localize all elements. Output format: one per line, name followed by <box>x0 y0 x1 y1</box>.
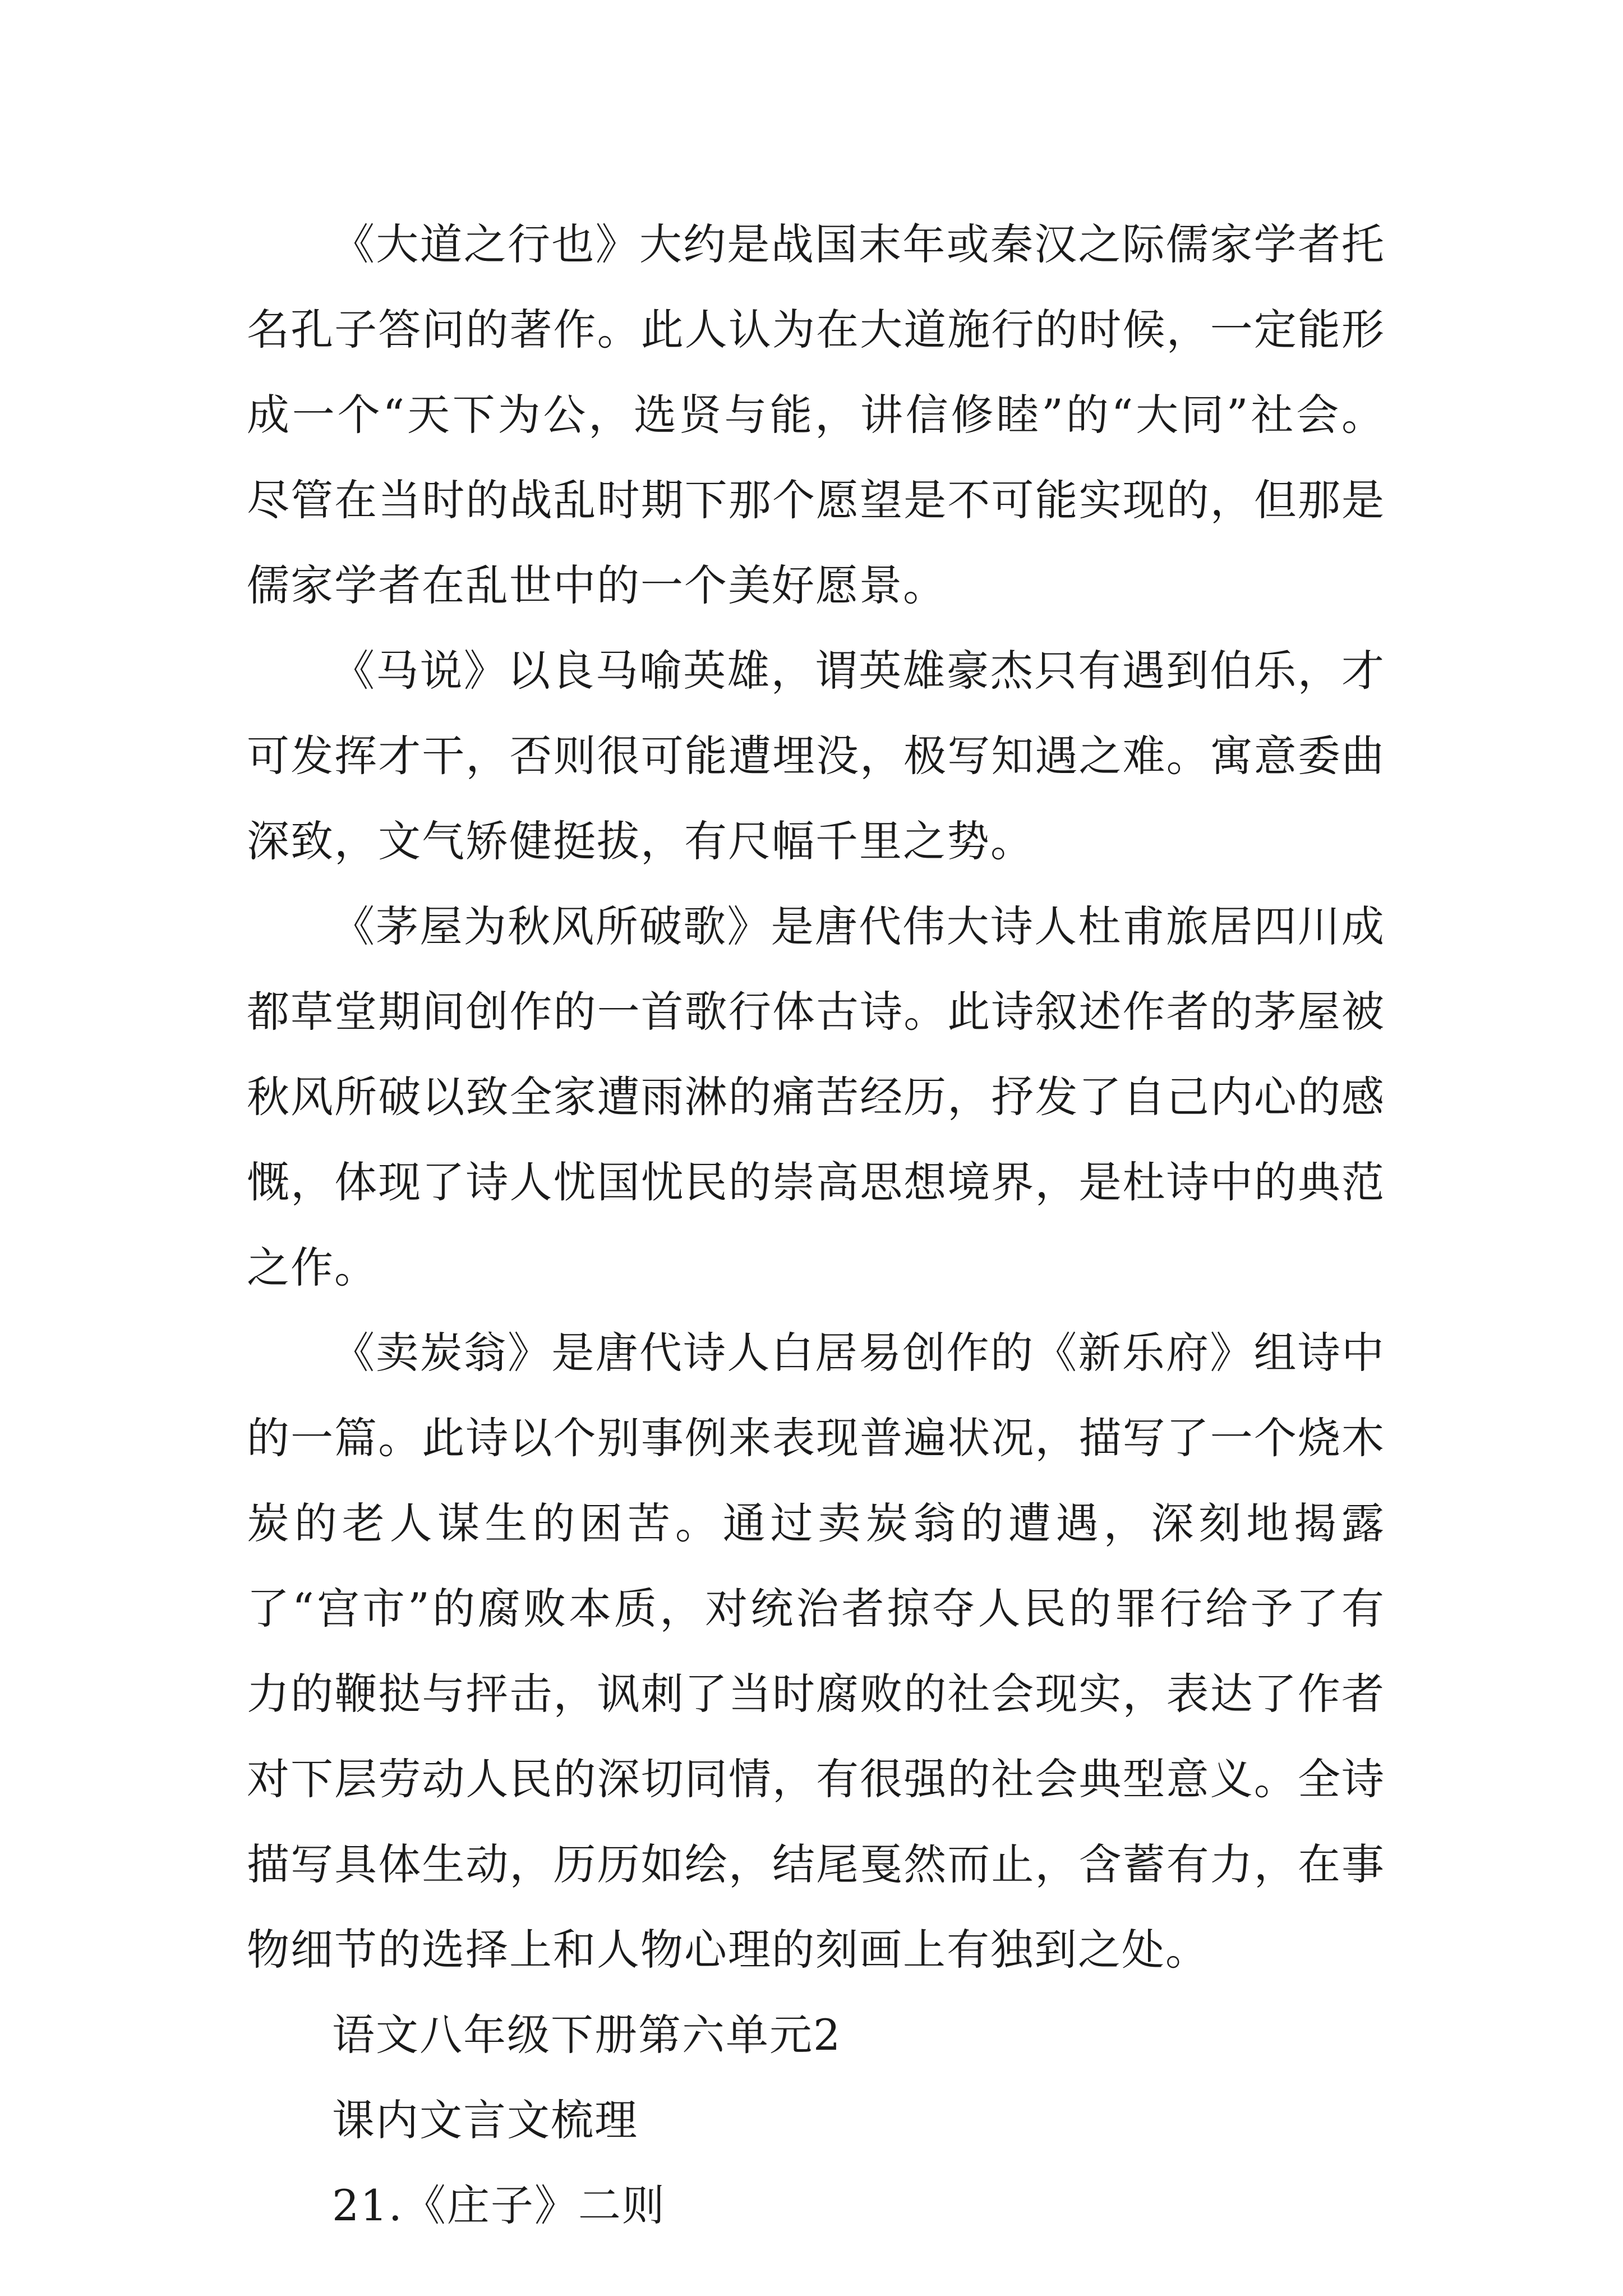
paragraph-ma-shuo: 《马说》以良马喻英雄，谓英雄豪杰只有遇到伯乐，才可发挥才干，否则很可能遭埋没，极写知遇之难。寓意委曲深致，文气矫健挺拔，有尺幅千里之势。 <box>247 646 1385 866</box>
lesson-title: 21.《庄子》二则 <box>332 2180 666 2230</box>
paragraph-da-dao-zhi-xing-ye: 《大道之行也》大约是战国末年或秦汉之际儒家学者托名孔子答问的著作。此人认为在大道施行的时候，一定能形成一个“天下为公，选贤与能，讲信修睦”的“大同”社会。尽管在当时的战乱时期下那个愿望是不可能实现的，但那是儒家学者在乱世中的一个美好愿景。 <box>247 219 1385 610</box>
paragraph-mao-wu-wei-qiu-feng-suo-po-ge: 《茅屋为秋风所破歌》是唐代伟大诗人杜甫旅居四川成都草堂期间创作的一首歌行体古诗。此诗叙述作者的茅屋被秋风所破以致全家遭雨淋的痛苦经历，抒发了自己内心的感慨，体现了诗人忧国忧民的崇高思想境界，是杜诗中的典范之作。 <box>247 901 1385 1292</box>
section-title: 课内文言文梳理 <box>332 2095 638 2145</box>
paragraph-mai-tan-weng: 《卖炭翁》是唐代诗人白居易创作的《新乐府》组诗中的一篇。此诗以个别事例来表现普遍状况，描写了一个烧木炭的老人谋生的困苦。通过卖炭翁的遭遇，深刻地揭露了“宫市”的腐败本质，对统治者掠夺人民的罪行给予了有力的鞭挞与抨击，讽刺了当时腐败的社会现实，表达了作者对下层劳动人民的深切同情，有很强的社会典型意义。全诗描写具体生动，历历如绘，结尾戛然而止，含蓄有力，在事物细节的选择上和人物心理的刻画上有独到之处。 <box>247 1328 1385 1975</box>
unit-title: 语文八年级下册第六单元2 <box>332 2010 842 2060</box>
document-body <box>247 202 1385 2248</box>
